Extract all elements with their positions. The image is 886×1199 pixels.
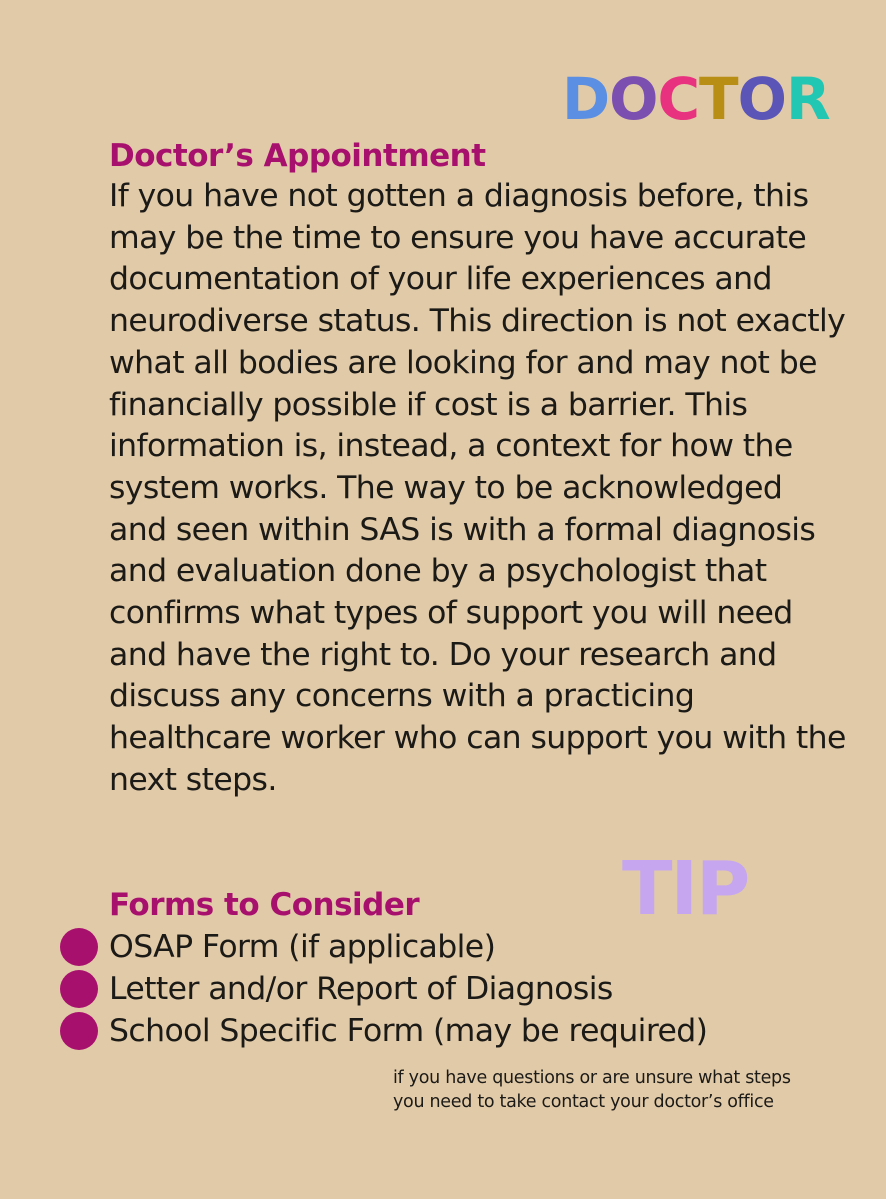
appointment-body: If you have not gotten a diagnosis before, this may be the time to ensure you have accurate documentation of your life experiences and neurodiverse status. This direction is not exactly what all bodies are looking for and may not be financially possible if cost is a barrier. This information is, instead, a context for how the system works. The way to be acknowledged and seen within SAS is with a formal diagnosis and evaluation done by a psychologist that confirms what types of support you will need and have the right to. Do your research and discuss any concerns with a practicing healthcare worker who can support you with the next steps.	[109, 178, 846, 798]
appointment-title: Doctor’s Appointment	[109, 138, 486, 174]
forms-title: Forms to Consider	[109, 887, 420, 923]
form-item-osap	[60, 926, 707, 968]
doctor-letter-o1: O	[609, 65, 658, 133]
form-item-school-specific	[60, 1010, 707, 1052]
form-item-label: School Specific Form (may be required)	[109, 1013, 708, 1049]
doctor-letter-c: C	[657, 65, 700, 133]
footnote	[393, 1066, 853, 1114]
doctor-letter-d: D	[562, 65, 610, 133]
bullet-dot-icon	[60, 928, 98, 966]
doctor-letter-r: R	[785, 65, 830, 133]
bullet-dot-icon	[60, 1012, 98, 1050]
footnote-line-2: you need to take contact your doctor’s office	[393, 1092, 774, 1112]
doctor-letter-o2: O	[737, 65, 786, 133]
form-item-label: OSAP Form (if applicable)	[109, 929, 496, 965]
form-item-label: Letter and/or Report of Diagnosis	[109, 971, 613, 1007]
form-item-diagnosis-letter	[60, 968, 707, 1010]
forms-list	[60, 926, 707, 1052]
doctor-letter-t: T	[699, 65, 738, 133]
footnote-line-1: if you have questions or are unsure what steps	[393, 1068, 791, 1088]
bullet-dot-icon	[60, 970, 98, 1008]
doctor-wordmark	[562, 65, 830, 133]
tip-wordmark: TIP	[622, 846, 749, 932]
